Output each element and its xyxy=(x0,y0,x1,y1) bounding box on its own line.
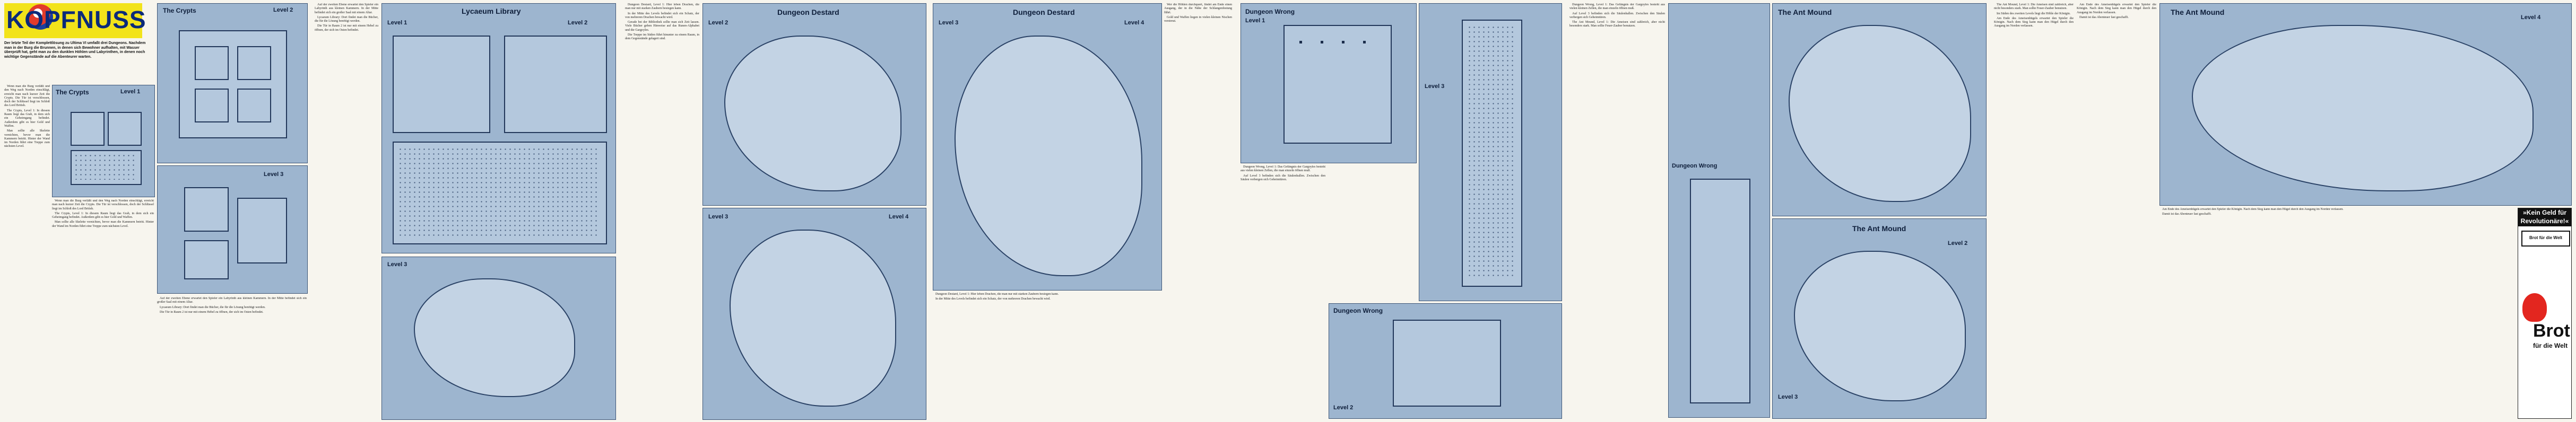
prison-block xyxy=(1393,320,1501,407)
paragraph: Auf der zweiten Ebene erwartet den Spieler ein Labyrinth aus kleinen Kammern. In der Mitte befindet sich ein großer Saal mit einem Altar. xyxy=(157,297,307,304)
page-3-dungeon-destard xyxy=(929,0,1237,422)
paragraph: Man sollte alle Skelette vernichten, bevor man die Kammern betritt. Hinter der Wand im Norden führt eine Treppe zum nächsten Level. xyxy=(4,129,50,148)
text-column xyxy=(933,293,1161,418)
paragraph: Damit ist das Abenteuer fast geschafft. xyxy=(2079,15,2129,19)
prison-cell xyxy=(1363,41,1366,43)
text-column xyxy=(2159,208,2510,418)
column-logo xyxy=(4,3,146,38)
map-wrong-level-3b xyxy=(1668,3,1770,418)
map-title: Lycaeum Library xyxy=(462,7,521,15)
paragraph: Die Tür in Raum 2 ist nur mit einem Hebel zu öffnen, der sich im Osten befindet. xyxy=(160,310,264,314)
ad-brand: Brot xyxy=(2533,321,2570,341)
level-label: Level 3 xyxy=(1778,394,1798,400)
map-destard-level-4 xyxy=(933,3,1162,291)
text-column xyxy=(157,297,307,419)
library-hall xyxy=(393,36,490,133)
level-label: Level 3 xyxy=(1425,83,1445,90)
map-texture xyxy=(398,147,600,237)
level-label: Level 3 xyxy=(939,20,959,26)
map-title: Dungeon Wrong xyxy=(1333,307,1383,314)
map-wrong-level-1 xyxy=(1241,3,1417,163)
cave-area xyxy=(955,36,1142,276)
paragraph: The Crypts, Level 1: In diesem Raum liegt das Grab, in dem sich ein Geheimgang befindet. Außerdem gibt es hier Gold und Waffen. xyxy=(52,212,154,219)
library-hall xyxy=(504,36,607,133)
map-title: The Crypts xyxy=(56,89,89,96)
prison-cell xyxy=(1299,41,1302,43)
map-title: Dungeon Destard xyxy=(777,8,839,16)
intro-text: Der letzte Teil der Komplettlösung zu Ultima VI umfaßt drei Dungeons. Nachdem man in der Burg die Brunnen, in denen sich Bewohner aufhalten, mit Wasser überprüft hat, geht man zu den dunklen Höhlen und Labyrinthen, in denen noch wichtige Gegenstände auf die Abenteurer warten. xyxy=(4,41,146,59)
level-label: Level 2 xyxy=(1333,405,1354,411)
cave-area xyxy=(730,230,896,407)
paragraph: In der Mitte des Levels befindet sich ein Schatz, der von mehreren Drachen bewacht wird. xyxy=(625,12,699,19)
map-title: The Ant Mound xyxy=(1852,224,1906,233)
paragraph: Am Ende des Ameisenhügels erwartet den Spieler die Königin. Nach dem Sieg kann man den Hügel durch den Ausgang im Norden verlassen. xyxy=(2077,3,2156,14)
level-label: Level 1 xyxy=(387,20,407,26)
level-label: Level 2 xyxy=(708,20,728,26)
paragraph: Dungeon Wrong, Level 1: Das Gefängnis der Gargoyles besteht aus vielen kleinen Zellen, die man einzeln öffnen muß. xyxy=(1241,165,1325,173)
map-crypts-level-2 xyxy=(157,3,308,163)
ad-logo-text: Brot für die Welt xyxy=(2529,235,2563,240)
map-lycaeum-level-3 xyxy=(381,257,616,420)
crypt-room xyxy=(71,112,105,146)
text-column xyxy=(4,85,50,419)
page-6-ant-mound-level-4 xyxy=(1990,0,2576,422)
cave-area xyxy=(2192,25,2534,191)
map-ant-mound-level-2 xyxy=(1772,218,1987,419)
paragraph: Wenn man die Burg verläßt und den Weg nach Norden einschlägt, erreicht man nach kurzer Zeit die Crypts. Die Tür ist verschlossen, doch der Schlüssel liegt im Schloß des Lord British. xyxy=(52,199,154,210)
ad-headline: »Kein Geld für Revolutionäre!« xyxy=(2518,208,2571,226)
level-label: Level 2 xyxy=(1948,240,1968,247)
text-column xyxy=(1994,3,2074,417)
paragraph: Wer die Höhlen durchquert, findet am Ende einen Ausgang, der in die Nähe der Schlangenfestung führt. xyxy=(1164,3,1232,14)
page-4-dungeon-wrong xyxy=(1236,0,1566,422)
crypt-room xyxy=(195,89,229,122)
text-column xyxy=(1241,165,1325,418)
crypt-room xyxy=(184,240,229,279)
paragraph: Lycaeum Library: Dort findet man die Bücher, die für die Lösung benötigt werden. xyxy=(315,15,378,23)
cave-area xyxy=(1794,251,1966,401)
level-label: Level 3 xyxy=(708,214,728,220)
crypt-room xyxy=(108,112,142,146)
level-label: Level 1 xyxy=(120,89,141,95)
crypt-room xyxy=(195,46,229,80)
cave-area xyxy=(724,36,901,191)
text-column xyxy=(1164,3,1232,417)
crypt-room xyxy=(184,187,229,232)
level-label: Level 3 xyxy=(264,171,284,178)
map-title: The Ant Mound xyxy=(1778,8,1832,16)
page-1-lycaeum-library xyxy=(310,0,621,422)
crypt-room xyxy=(237,89,271,122)
map-ant-mound-level-1 xyxy=(1772,3,1987,216)
paragraph: Die Treppe im Süden führt hinunter zu einem Raum, in dem Gegenstände gelagert sind. xyxy=(625,33,699,41)
paragraph: Am Ende des Ameisenhügels erwartet den Spieler die Königin. Nach dem Sieg kann man den Hügel durch den Ausgang im Norden verlassen. xyxy=(1994,16,2074,28)
paragraph: The Ant Mound, Level 1: Die Ameisen sind zahlreich, aber nicht besonders stark. Man sollte Feuer-Zauber benutzen. xyxy=(1994,3,2074,11)
ad-brand-subtitle: für die Welt xyxy=(2533,342,2568,349)
paragraph: Dungeon Destard, Level 1: Hier leben Drachen, die man nur mit starken Zaubern besiegen kann. xyxy=(935,293,1059,296)
paragraph: Gold und Waffen liegen in vielen kleinen Nischen verstreut. xyxy=(1164,15,1232,23)
column-title: KOPFNUSS xyxy=(6,6,146,33)
crypt-room xyxy=(237,46,271,80)
paragraph: Man sollte alle Skelette vernichten, bevor man die Kammern betritt. Hinter der Wand im Norden führt eine Treppe zum nächsten Level. xyxy=(52,221,154,228)
paragraph: Die Tür in Raum 2 ist nur mit einem Hebel zu öffnen, der sich im Osten befindet. xyxy=(315,24,378,32)
map-crypts-level-1 xyxy=(52,85,155,197)
paragraph: The Crypts, Level 1: In diesem Raum liegt das Grab, in dem sich ein Geheimgang befindet. Außerdem gibt es hier Gold und Waffen. xyxy=(4,109,50,128)
level-label: Level 2 xyxy=(568,20,588,26)
paragraph: Damit ist das Abenteuer fast geschafft. xyxy=(2162,213,2211,216)
map-wrong-level-2 xyxy=(1329,303,1562,419)
paragraph: Im Süden des zweiten Levels liegt die Höhle der Königin. xyxy=(1997,12,2071,15)
advertisement xyxy=(2518,208,2572,419)
map-destard-level-2 xyxy=(702,3,926,206)
text-column xyxy=(2077,3,2156,417)
level-label: Level 4 xyxy=(2521,14,2541,21)
text-column xyxy=(315,3,378,417)
mascot-icon xyxy=(2522,293,2547,322)
map-destard-level-3 xyxy=(702,208,926,420)
paragraph: The Ant Mound, Level 1: Die Ameisen sind zahlreich, aber nicht besonders stark. Man sollte Feuer-Zauber benutzen. xyxy=(1569,21,1665,28)
level-label: Level 1 xyxy=(1245,17,1265,24)
level-label: Level 4 xyxy=(889,214,909,220)
map-texture xyxy=(74,153,136,180)
paragraph: Am Ende des Ameisenhügels erwartet den Spieler die Königin. Nach dem Sieg kann man den Hügel durch den Ausgang im Norden verlassen. xyxy=(2162,208,2344,211)
pillar-hall xyxy=(1690,179,1750,403)
map-title: The Crypts xyxy=(163,7,196,14)
paragraph: Dungeon Wrong, Level 1: Das Gefängnis der Gargoyles besteht aus vielen kleinen Zellen, die man einzeln öffnen muß. xyxy=(1569,3,1665,11)
map-title: Dungeon Destard xyxy=(1013,8,1075,16)
map-title: The Ant Mound xyxy=(2171,8,2225,16)
map-crypts-level-3 xyxy=(157,165,308,294)
page-5-ant-mound xyxy=(1565,0,1990,422)
map-wrong-level-3 xyxy=(1419,3,1562,301)
page-0-the-crypts xyxy=(0,0,311,422)
page-2-dungeon-destard xyxy=(621,0,929,422)
level-label: Level 4 xyxy=(1124,20,1144,26)
prison-cell xyxy=(1321,41,1323,43)
crypt-room xyxy=(237,198,287,263)
map-title: Dungeon Wrong xyxy=(1245,8,1295,15)
map-ant-mound-level-4 xyxy=(2159,3,2572,206)
paragraph: Auf Level 3 befinden sich die Säulenhallen. Zwischen den Säulen verbergen sich Geheimtüren. xyxy=(1569,12,1665,19)
paragraph: Dungeon Destard, Level 1: Hier leben Drachen, die man nur mit starken Zaubern besiegen kann. xyxy=(625,3,699,11)
level-label: Level 2 xyxy=(273,7,293,13)
paragraph: In der Mitte des Levels befindet sich ein Schatz, der von mehreren Drachen bewacht wird. xyxy=(935,297,1051,301)
paragraph: Wenn man die Burg verläßt und den Weg nach Norden einschlägt, erreicht man nach kurzer Zeit die Crypts. Die Tür ist verschlossen, doch der Schlüssel liegt im Schloß des Lord British. xyxy=(4,85,50,108)
map-title: Dungeon Wrong xyxy=(1672,163,1718,169)
cave-area xyxy=(414,278,575,397)
map-lycaeum-library xyxy=(381,3,616,253)
paragraph: Lycaeum Library: Dort findet man die Bücher, die für die Lösung benötigt werden. xyxy=(160,305,266,309)
ad-logo xyxy=(2521,231,2570,247)
text-column xyxy=(625,3,699,417)
paragraph: Auf Level 3 befinden sich die Säulenhallen. Zwischen den Säulen verbergen sich Geheimtüren. xyxy=(1241,174,1325,181)
map-texture xyxy=(1467,25,1515,279)
level-label: Level 3 xyxy=(387,261,407,268)
paragraph: Auf der zweiten Ebene erwartet den Spieler ein Labyrinth aus kleinen Kammern. In der Mitte befindet sich ein großer Saal mit einem Altar. xyxy=(315,3,378,14)
text-column xyxy=(52,199,154,417)
paragraph: Gerade bei der Bibliothek sollte man sich Zeit lassen. Viele Bücher geben Hinweise auf das Runen-Alphabet und die Gargoyles. xyxy=(625,21,699,32)
cave-area xyxy=(1789,25,1971,202)
text-column xyxy=(1569,3,1665,417)
prison-cell xyxy=(1342,41,1345,43)
